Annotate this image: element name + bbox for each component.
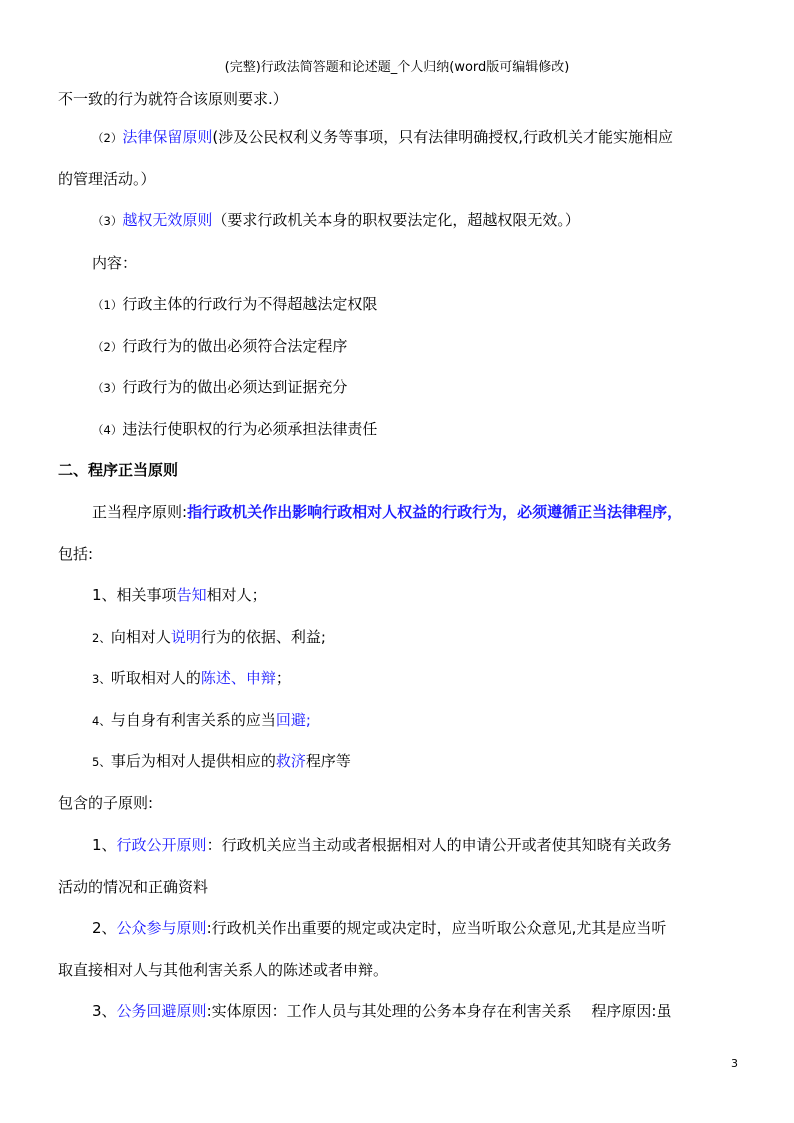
list-item: [92, 667, 291, 690]
definition-text: 指行政机关作出影响行政相对人权益的行政行为，必须遵循正当法律程序，: [187, 503, 683, 521]
paragraph-text: ：行政机关应当主动或者根据相对人的申请公开或者使其知晓有关政务: [206, 836, 672, 854]
item-text: 程序等: [305, 752, 351, 770]
item-text: 相关事项: [116, 586, 177, 604]
section-heading: 二、程序正当原则: [58, 461, 179, 479]
item-text: 向相对人: [110, 628, 171, 646]
item-text: 行政行为的做出必须符合法定程序: [122, 337, 348, 355]
term-highlight: 法律保留原则: [122, 128, 213, 146]
list-item: [92, 584, 267, 606]
paragraph-text: :行政机关作出重要的规定或决定时，应当听取公众意见,尤其是应当听: [206, 919, 667, 937]
term-highlight: 救济: [275, 752, 306, 770]
list-item: [92, 376, 347, 399]
item-text: 事后为相对人提供相应的: [110, 752, 276, 770]
item-number: 1、: [92, 836, 117, 854]
item-text: 行政行为的做出必须达到证据充分: [122, 378, 348, 396]
paragraph-text: :实体原因：工作人员与其处理的公务本身存在利害关系 程序原因:虽: [206, 1002, 672, 1020]
item-text: 行为的依据、利益;: [200, 628, 326, 646]
definition: [92, 501, 682, 523]
list-item: [92, 293, 377, 316]
list-item: [92, 750, 351, 773]
term-highlight: 告知: [176, 586, 207, 604]
list-item: [92, 626, 326, 649]
list-item: [92, 335, 347, 358]
paragraph-line: 包含的子原则:: [58, 794, 154, 812]
item-number: 1、: [92, 586, 117, 604]
page-header: (完整)行政法简答题和论述题_个人归纳(word版可编辑修改): [224, 60, 570, 75]
item-number: 4、: [92, 714, 111, 728]
principle-3: [92, 209, 580, 232]
sub-principle: [92, 834, 672, 856]
item-number: （3）: [92, 381, 123, 395]
item-number: 3、: [92, 1002, 117, 1020]
list-item: [92, 709, 311, 732]
sub-principle: [92, 917, 666, 939]
paragraph-line: 活动的情况和正确资料: [58, 878, 209, 896]
definition-label: 正当程序原则:: [92, 503, 188, 521]
item-number: 3、: [92, 672, 111, 686]
item-number: （2）: [92, 340, 123, 354]
sub-principle: [92, 1000, 671, 1022]
page-number: 3: [731, 1057, 738, 1070]
term-highlight: 陈述、申辩: [200, 669, 276, 687]
item-text: 听取相对人的: [110, 669, 201, 687]
list-item: [92, 418, 377, 441]
term-highlight: 行政公开原则: [116, 836, 207, 854]
item-number: （3）: [92, 214, 123, 228]
item-number: 2、: [92, 631, 111, 645]
item-number: （2）: [92, 131, 123, 145]
paragraph-line: 不一致的行为就符合该原则要求.）: [58, 90, 288, 108]
paragraph-text: (涉及公民权利义务等事项，只有法律明确授权,行政机关才能实施相应: [212, 128, 673, 146]
item-number: 2、: [92, 919, 117, 937]
item-number: （4）: [92, 423, 123, 437]
term-highlight: 公务回避原则: [116, 1002, 207, 1020]
item-text: 相对人；: [206, 586, 267, 604]
paragraph-line: 取直接相对人与其他利害关系人的陈述或者申辩。: [58, 961, 389, 979]
term-highlight: 越权无效原则: [122, 211, 213, 229]
item-text: ；: [275, 669, 291, 687]
paragraph-line: 的管理活动。）: [58, 170, 156, 188]
item-text: 违法行使职权的行为必须承担法律责任: [122, 420, 378, 438]
item-number: 5、: [92, 755, 111, 769]
principle-2: [92, 126, 673, 149]
item-number: （1）: [92, 298, 123, 312]
term-highlight: 回避;: [275, 711, 311, 729]
term-highlight: 公众参与原则: [116, 919, 207, 937]
content-label: 内容：: [92, 254, 138, 272]
paragraph-line: 包括:: [58, 545, 94, 563]
term-highlight: 说明: [170, 628, 201, 646]
item-text: 与自身有利害关系的应当: [110, 711, 276, 729]
item-text: 行政主体的行政行为不得超越法定权限: [122, 295, 378, 313]
paragraph-text: （要求行政机关本身的职权要法定化，超越权限无效。）: [212, 211, 580, 229]
